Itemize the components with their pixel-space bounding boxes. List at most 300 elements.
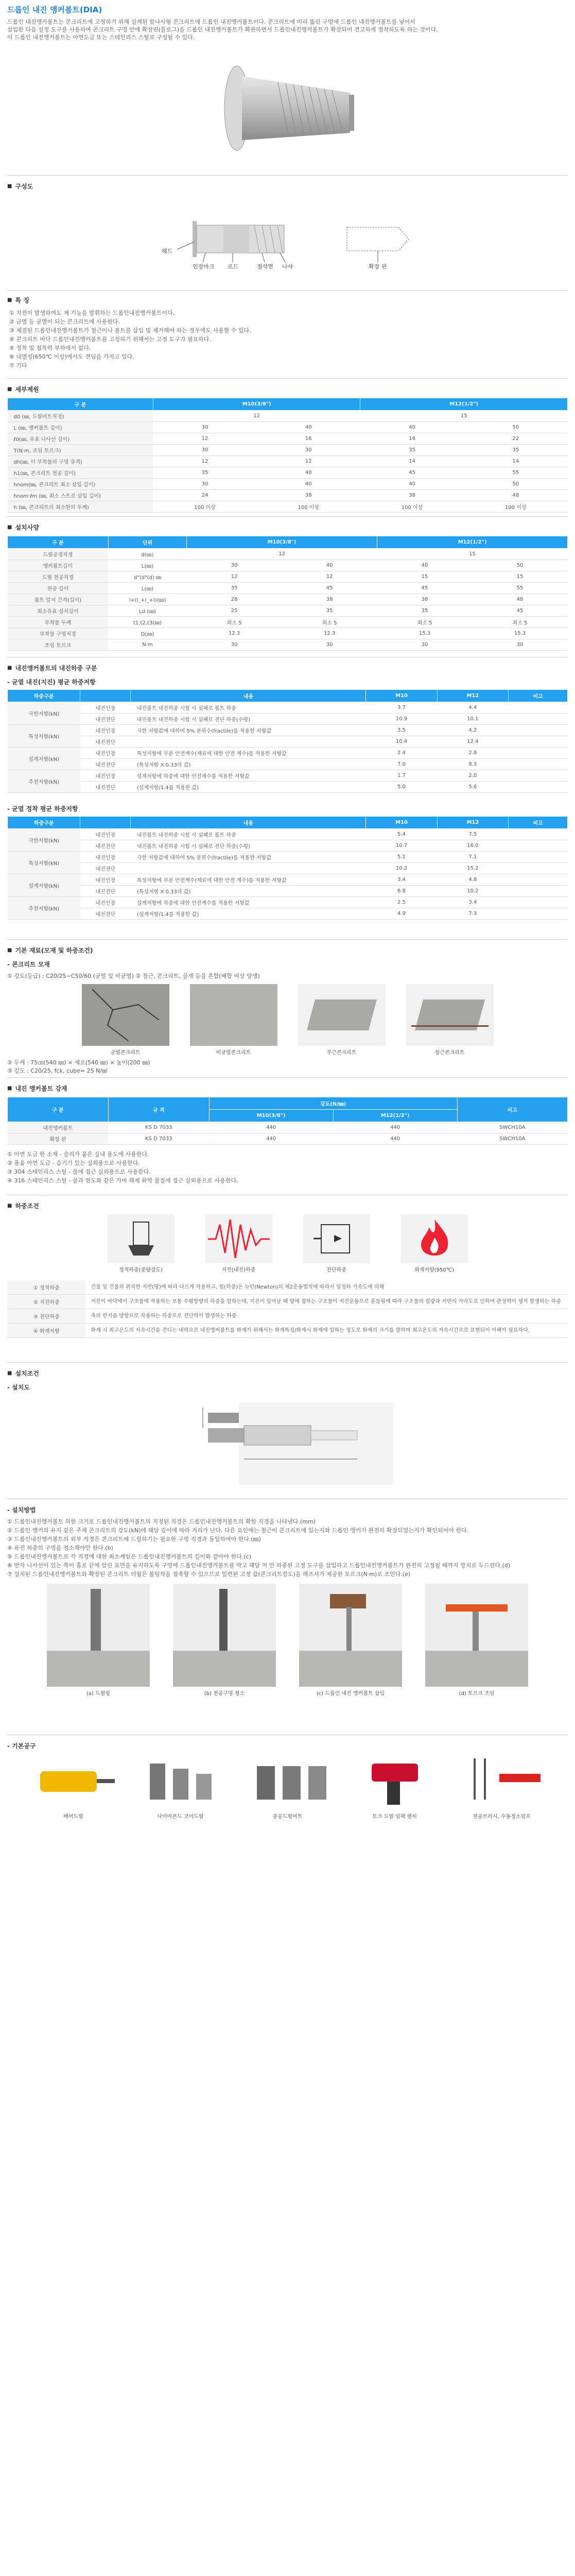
table-row (8, 829, 568, 840)
table-cell: 40 (257, 479, 360, 490)
bullet-icon: ■ (7, 524, 12, 530)
table-cell: 최소 5 (187, 617, 282, 628)
table-row (8, 583, 568, 594)
table-cell: 내진인장 (80, 852, 131, 863)
table-cell (509, 714, 568, 725)
table-cell: 4.8 (437, 874, 508, 886)
table-cell: 내진앵커볼트 (8, 1122, 109, 1133)
table-row (8, 886, 568, 897)
icon-caption: 전단하중 (326, 1267, 346, 1273)
table-cell: 38 (257, 490, 360, 501)
table-cell: 7.3 (437, 908, 508, 920)
table-cell: 15 (473, 571, 568, 583)
table-cell: 4.2 (437, 725, 508, 736)
step-caption: (d) 토르크 조임 (459, 1691, 495, 1697)
tool-brush-pump (458, 1753, 546, 1820)
table-row (7, 1295, 568, 1309)
section-title: 특 징 (15, 297, 29, 304)
table-cell: 추천저항(kN) (8, 770, 80, 793)
feature-item: ③ 체결된 드롭인내진앵커볼트가 철근이나 볼트를 삽입 및 제거해야 하는 경우에도 사용할 수 있다. (9, 327, 251, 334)
step-caption: (c) 드롭인 내진 앵커볼트 삽입 (316, 1691, 385, 1697)
tool-impact-wrench (351, 1753, 439, 1820)
table-cell: 3.4 (366, 874, 437, 886)
table-cell: 축의 반지름 방향으로 작용하는 하중으로 전단력이 발생하는 하중 (85, 1309, 568, 1324)
section-title: 설치조건 (15, 1370, 39, 1377)
table-cell (509, 840, 568, 852)
table-cell: 내진볼트 내진하중 시험 시 실패로 전단 하중(수평) (131, 840, 366, 852)
table-cell: 조임 토르크 (8, 639, 109, 651)
table-cell (509, 908, 568, 920)
table-cell: 15 (377, 571, 473, 583)
table-row (8, 433, 568, 445)
table-cell: 100 이상 (360, 501, 464, 513)
steel-note: ④ 316 스테인리스 스틸 - 물과 염도와 같은 가마 해제 화학 물질에 접근 실외용으로 사용한다. (7, 1177, 238, 1184)
label-expansion-pin: 확장 핀 (369, 263, 387, 270)
table-row (8, 571, 568, 583)
table-header: 내용 (131, 690, 366, 702)
table-cell: h (㎜, 콘크리트의 최소한의 두께) (8, 501, 153, 513)
method-step: ⑤ 드롭인내진앵커볼트로 각 직경에 대한 최소깨임은 드롭인내진앵커볼트의 길이와 같아야 한다.(c) (7, 1553, 251, 1560)
table-cell: 5.1 (366, 852, 437, 863)
table-cell: 내진전단 (80, 886, 131, 897)
table-row (8, 456, 568, 467)
table-cell: 부착물 두께 (8, 617, 109, 628)
table-cell: 30 (257, 445, 360, 456)
method-step: ⑦ 설치된 드롭인내진앵커볼트와 확장된 콘크리트 더월은 볼팅작을 접촉할 수 있으므로 일련된 고정 값(콘크리트강도)을 해프셔가 제공한 토르크(N·m)로 조인다.(e) (7, 1571, 411, 1578)
table-row (7, 1324, 568, 1338)
table-cell (509, 782, 568, 793)
table-cell: 100 이상 (153, 501, 256, 513)
table-header: 비고 (509, 817, 568, 829)
table-cell (131, 863, 366, 874)
table-header: 비고 (457, 1097, 567, 1122)
table-cell: hnom(㎜, 콘크리트 최소 삽입 깊이) (8, 479, 153, 490)
table-cell: 40 (360, 479, 464, 490)
tool-core-drill (137, 1753, 224, 1820)
icon-caption: 지진(내진)하중 (221, 1267, 256, 1273)
bullet-icon: ■ (7, 1370, 12, 1376)
table-cell: L(㎜) (108, 583, 186, 594)
table-cell: 40 (360, 422, 464, 433)
subsection-title: - 설치방법 (7, 1506, 36, 1514)
table-cell: 1.7 (366, 770, 437, 782)
table-cell: 30 (473, 639, 568, 651)
structure-diagram (100, 195, 563, 288)
table-row (8, 479, 568, 490)
table-cell: 최소 5 (282, 617, 377, 628)
table-row (7, 1280, 568, 1295)
table-cell (131, 736, 366, 748)
load-conditions-section (7, 1201, 568, 1362)
table-row (8, 549, 568, 560)
table-cell: 48 (473, 594, 568, 605)
table-row (8, 1133, 568, 1145)
table-header: 단위 (108, 536, 186, 549)
subsection-title: - 설치도 (7, 1384, 30, 1391)
table-cell: 내진전단 (80, 736, 131, 748)
base-material-section (7, 946, 568, 1077)
table-cell: 50 (473, 560, 568, 571)
table-cell: 부착물 구멍직경 (8, 628, 109, 639)
table-cell: 35 (187, 583, 282, 594)
table-cell: 50 (464, 479, 567, 490)
table-cell: 14 (464, 456, 567, 467)
structure-section (7, 182, 568, 290)
feature-item: ⑥ 내열성(650℃ 이상)에서도 견딤을 가지고 있다. (9, 353, 134, 360)
table-cell: 10.2 (366, 863, 437, 874)
table-cell: 10.7 (366, 840, 437, 852)
table-cell: ℓ0(㎜, 유효 나사산 길이) (8, 433, 153, 445)
table-cell: 12.3 (187, 628, 282, 639)
table-cell: 40 (282, 560, 377, 571)
label-head: 헤드 (162, 248, 173, 255)
specs-section (7, 385, 568, 516)
subsection-title: - 콘크리트 모재 (7, 961, 50, 968)
table-cell: 40 (257, 422, 360, 433)
table-header: M12 (437, 690, 508, 702)
table-cell: 30 (153, 445, 256, 456)
table-cell: 6.8 (366, 886, 437, 897)
table-header: M12 (437, 817, 508, 829)
feature-item: ⑦ 기타 (9, 362, 27, 369)
table-row (8, 594, 568, 605)
table-cell: 2.0 (437, 770, 508, 782)
table-row (8, 560, 568, 571)
table-cell: 38 (282, 594, 377, 605)
table-cell: 내진볼트 내진하중 시험 시 실패로 전단 하중(수평) (131, 714, 366, 725)
material-note: ① 강도(등급) : C20/25~C50/60 (균열 및 비균열) ② 철근, 콘크리트, 골재 등을 혼합(배합 비상 양생) (7, 973, 260, 979)
table-cell: 드릴공경직경 (8, 549, 109, 560)
table-cell: ③ 전단하중 (7, 1309, 85, 1324)
table-cell: 내진전단 (80, 840, 131, 852)
table-cell: dh(㎜, 이 부착물의 구멍 유격) (8, 456, 153, 467)
table-cell: 40 (377, 560, 473, 571)
table-cell: 15 (360, 411, 568, 422)
table-cell: 10.9 (366, 714, 437, 725)
seismic-load-section (7, 664, 568, 939)
table-cell: 건물 및 건물의 위치한 지반(땅)에 따라 다르게 작용하고, 힘(하중)은 뉴턴(Newton)의 제2운동법칙에 따라서 일정하 가속도에 의해 (85, 1280, 568, 1295)
table-cell: 30 (153, 479, 256, 490)
table-cell: 15.3 (473, 628, 568, 639)
table-cell: Ld (㎜) (108, 605, 186, 617)
table-cell: hnom·ℓm (㎜, 최소 스트로 삽입 길이) (8, 490, 153, 501)
table-row (8, 852, 568, 863)
table-cell: 14 (360, 456, 464, 467)
table-cell: 28 (187, 594, 282, 605)
tool-hollow-bit (244, 1753, 332, 1820)
install-method-section (7, 1505, 568, 1735)
tool-caption: 중공드릴비트 (272, 1814, 303, 1820)
table-cell: 내진인장 (80, 897, 131, 908)
table-cell: 30 (282, 639, 377, 651)
installation-diagram (151, 1397, 419, 1490)
shear-load-icon (303, 1214, 370, 1273)
table-cell: 내진전단 (80, 782, 131, 793)
feature-item: ② 균열 등 균열이 되는 콘크리트에 사용한다. (9, 318, 120, 325)
table-cell: 5.0 (366, 782, 437, 793)
table-header: 하중구분 (8, 690, 80, 702)
section-title: 설치사양 (15, 524, 39, 531)
table-cell: 16 (360, 433, 464, 445)
table-cell: 특성저항(kN) (8, 725, 80, 748)
table-header: 내용 (131, 817, 366, 829)
table-row (8, 840, 568, 852)
table-cell: 50 (464, 422, 567, 433)
table-cell: 지진이 바닥에서 구조물에 작용하는 보통 수평방향의 하중을 말하는데, 지진이 일어날 때 땅에 접하는 구조물이 지진운동으로 흔들림에 따라 구조물의 질량과 지반의 가속도로 인하여 관성력이 생겨 발생하는 하중 (85, 1295, 568, 1309)
table-row (8, 725, 568, 736)
steel-section (7, 1084, 568, 1195)
table-cell: 12 (187, 571, 282, 583)
feature-item: ④ 콘크리트 바닥 드롭인내진앵커볼트를 고정하기 위해서는 고정 도구가 필요하다. (9, 336, 211, 343)
table-cell: 10.4 (366, 736, 437, 748)
photo-uncracked-concrete (190, 984, 277, 1056)
table-row (8, 445, 568, 456)
static-load-icon (108, 1214, 175, 1273)
photo-caption: 무근콘크리트 (326, 1050, 357, 1056)
table-cell: 35 (360, 445, 464, 456)
table-cell: 3.5 (366, 725, 437, 736)
table-header (80, 690, 131, 702)
table-header: M12(1/2") (333, 1110, 457, 1122)
table-row (8, 714, 568, 725)
table-cell: 특성저항(kN) (8, 852, 80, 874)
table-cell: 내진인장 (80, 702, 131, 714)
table-cell: 극한 저항값에 대하여 5% 분위수(fractile)를 적용한 저항값 (131, 725, 366, 736)
table-cell: t1,t2,t3(㎜) (108, 617, 186, 628)
bullet-icon: ■ (7, 665, 12, 671)
feature-item: ① 지진이 발생하여도 제 기능을 발휘하는 드롭인내진앵커볼트이다. (9, 310, 175, 316)
bullet-icon: ■ (7, 1086, 12, 1091)
table-cell: 10.1 (437, 714, 508, 725)
table-cell: 16.0 (437, 840, 508, 852)
table-cell: SWCH10A (457, 1133, 567, 1145)
table-cell: 5.4 (366, 829, 437, 840)
step-cleaning-image (173, 1584, 276, 1697)
table-row (8, 467, 568, 479)
table-cell: 내진전단 (80, 759, 131, 770)
table-cell: 천공 깊이 (8, 583, 109, 594)
table-cell: N·m (108, 639, 186, 651)
table-row (8, 908, 568, 920)
table-cell: 22 (464, 433, 567, 445)
table-cell: 30 (187, 560, 282, 571)
material-note: ③ 강도 : C20/25, fck, cube= 25 N/㎟ (7, 1067, 108, 1074)
table-header: 구 분 (8, 398, 153, 411)
table-cell: ② 지진하중 (7, 1295, 85, 1309)
table-cell: 설계저항(kN) (8, 748, 80, 770)
bullet-icon: ■ (7, 1203, 12, 1209)
table-cell (509, 748, 568, 759)
steel-note: ② 용융 아연 도금 - 습기가 있는 실외용으로 사용한다. (7, 1160, 140, 1166)
table-cell: 7.5 (437, 829, 508, 840)
load-conditions-table (7, 1280, 568, 1338)
table-cell: 4.9 (366, 908, 437, 920)
table-cell: 7.0 (366, 759, 437, 770)
steel-note: ① 아연 도금 한 소재 - 슬리가 붙은 실내 용도에 사용한다. (7, 1151, 149, 1158)
table-cell: 35 (153, 467, 256, 479)
table-cell: 특성저항에 부분 안전계수(재료에 대한 안전 계수)를 적용한 저항값 (131, 874, 366, 886)
table-cell: (설계저항/1.4를 적용한 값) (131, 782, 366, 793)
table-cell: 15.2 (437, 863, 508, 874)
table-cell: 12 (153, 433, 256, 445)
table-header: M10(3/8") (187, 536, 377, 549)
feature-item: ⑤ 정착 및 접착력 부하에서 없다. (9, 345, 91, 351)
table-row (8, 759, 568, 770)
table-cell: 45 (377, 583, 473, 594)
table-cell: SWCH10A (457, 1122, 567, 1133)
table-cell: 2.8 (437, 748, 508, 759)
method-step: ③ 드롭인내진앵커볼트의 외부 직경은 콘크리트에 드릴하기는 필요한 구멍 직경과 동일하여야 한다.(㎜) (7, 1536, 261, 1543)
table-cell: 30 (187, 639, 282, 651)
section-title: 하중조건 (15, 1202, 39, 1210)
table-header: M12(1/2") (377, 536, 568, 549)
table-cell (509, 770, 568, 782)
photo-cracked-concrete (82, 984, 169, 1056)
table-cell: 100 이상 (257, 501, 360, 513)
table-cell (509, 852, 568, 863)
table-header: 구 분 (8, 1097, 109, 1122)
bullet-icon: ■ (7, 947, 12, 953)
table-cell: 38 (360, 490, 464, 501)
section-title: 내진앵커볼트의 내진하중 구분 (15, 665, 97, 672)
table-cell (509, 886, 568, 897)
photo-caption: 철근콘크리트 (434, 1050, 465, 1056)
table-cell: 12.4 (437, 736, 508, 748)
table-row (8, 628, 568, 639)
label-tension-mark: 인장마크 (193, 263, 215, 270)
table-header: 비고 (509, 690, 568, 702)
method-step: ② 드롭인 앵커의 유지 같은 주체 콘크리트의 강도(kN)에 해당 깊이에 따라 거리가 난다. 다른 요인에는 철근이 콘크리트에 있는지와 드롭인 앵커가 완전히 확장되었는지가 확인되어야 한다. (7, 1527, 469, 1534)
table-header: 강도(N/㎜) (209, 1097, 457, 1110)
table-cell: 440 (333, 1122, 457, 1133)
table-row (8, 874, 568, 886)
table-cell: 3.4 (437, 897, 508, 908)
table-cell: 내진인장 (80, 874, 131, 886)
table-cell (509, 759, 568, 770)
table-cell: 8.3 (437, 759, 508, 770)
icon-caption: 화재저항(950℃) (414, 1267, 454, 1273)
table-cell: 추천저항(kN) (8, 897, 80, 920)
table-header: M10 (366, 817, 437, 829)
product-hero-image (0, 41, 575, 175)
table-cell: 5.6 (437, 782, 508, 793)
table-cell: 4.4 (437, 702, 508, 714)
tools-section (7, 1741, 568, 1834)
table-cell: 45 (473, 605, 568, 617)
page-title: 드롭인 내진 앵커볼트(DIA) (7, 5, 102, 14)
icon-caption: 정적하중(중량감도) (118, 1267, 163, 1273)
table-cell: d0 (㎜, 드릴비트직경) (8, 411, 153, 422)
table-row (8, 411, 568, 422)
table-cell: 내진전단 (80, 714, 131, 725)
table-header: M10 (366, 690, 437, 702)
table-cell (509, 702, 568, 714)
table-cell: 440 (209, 1133, 333, 1145)
table-cell: 55 (473, 583, 568, 594)
table-cell: 최소 5 (377, 617, 473, 628)
table-row (8, 501, 568, 513)
step-caption: (b) 천공구멍 청소 (204, 1691, 245, 1697)
table-cell: 440 (209, 1122, 333, 1133)
cracked-load-table (7, 689, 568, 793)
table-cell: 10.2 (437, 886, 508, 897)
steel-table (7, 1097, 568, 1145)
table-row (8, 490, 568, 501)
table-cell: 25 (187, 605, 282, 617)
table-cell: 30 (377, 639, 473, 651)
table-cell: ① 정적하중 (7, 1280, 85, 1295)
table-cell: 16 (257, 433, 360, 445)
table-header: 구 분 (8, 536, 109, 549)
table-cell: 극한 저항값에 대하여 5% 분위수(fractile)를 적용한 저항값 (131, 852, 366, 863)
table-cell: 최소 5 (473, 617, 568, 628)
table-cell: 설계저항에 하중에 대한 안전계수를 적용한 저항값 (131, 770, 366, 782)
method-step: ⑥ 반자 나사선이 있는 쪽이 홀로 끝에 알린 표면을 유지하도록 구멍에 드롭인내진앵커볼트를 박고 해당 저 안 하중된 고정 도구를 삽입하고 드롭인내진앵커볼트가 완전히 고정될 때까지 망치로 두드린다.(d) (7, 1562, 511, 1569)
section-title: 세부제원 (15, 386, 39, 393)
table-cell: 특성저항에 부분 안전계수(재료에 대한 안전 계수)를 적용한 저항값 (131, 748, 366, 759)
table-cell: 30 (153, 422, 256, 433)
section-title: 구성도 (15, 183, 33, 190)
table-cell: 12 (153, 456, 256, 467)
table-cell: d(㎜) (108, 549, 186, 560)
intro-line: 드롭인 내진앵커볼트는 콘크리트에 고정하기 위해 설계된 암나사형 콘크리트에 드롭인 내진앵커볼트이다. 콘크리트에 미리 뚫린 구멍에 드롭인 내진앵커볼트를 넣어서 (7, 19, 415, 25)
table-cell: 드릴 천공직경 (8, 571, 109, 583)
table-cell: 내진볼트 내진하중 시험 시 실패로 볼트 하중 (131, 829, 366, 840)
subsection-title: - 기본공구 (7, 1742, 36, 1750)
table-row (8, 639, 568, 651)
table-cell: (특성저항 X 0.33의 값) (131, 759, 366, 770)
table-cell: 40 (257, 467, 360, 479)
table-cell: 35 (377, 605, 473, 617)
table-row (7, 1309, 568, 1324)
table-cell: KS D 7033 (108, 1122, 209, 1133)
table-row (8, 863, 568, 874)
table-row (8, 782, 568, 793)
table-header: M10(3/8") (209, 1110, 333, 1122)
table-cell: 2.5 (366, 897, 437, 908)
table-cell: 최소유효 설치깊이 (8, 605, 109, 617)
install-condition-section (7, 1369, 568, 1499)
table-cell: 설계저항(kN) (8, 874, 80, 897)
table-cell: 설계저항에 하중에 대한 안전계수를 적용한 저항값 (131, 897, 366, 908)
table-cell: 내진볼트 내진하중 시험 시 실패로 볼트 하중 (131, 702, 366, 714)
table-cell: KS D 7033 (108, 1133, 209, 1145)
table-cell: 내진전단 (80, 863, 131, 874)
method-step: ④ 유진 하중의 구멍을 청소해야만 한다.(b) (7, 1545, 113, 1551)
subsection-title: - 균열 정착 평균 하중저항 (7, 805, 78, 812)
table-row (8, 897, 568, 908)
table-cell: 55 (464, 467, 567, 479)
table-cell: 내진전단 (80, 908, 131, 920)
intro-line: 이 드롭인 내진앵커볼트는 아연도금 또는 스테인리스 스틸로 구성될 수 있다. (7, 34, 195, 41)
intro-line: 삽입한 다음 설정 도구를 사용하여 콘크리트 구멍 안에 확장핀(플로그)을 드롭인 내진앵커볼트가 확관하면서 드롭인내진앵커볼트가 확장되어 견고하게 정착하도록 하는 것이다. (7, 26, 438, 33)
table-cell: h1(㎜, 콘크리트 천공 깊이) (8, 467, 153, 479)
table-cell: 48 (464, 490, 567, 501)
table-cell: (설계저항/1.4를 적용한 값) (131, 908, 366, 920)
specs-table (7, 398, 568, 513)
table-cell: 확장 핀 (8, 1133, 109, 1145)
label-rod: 로드 (228, 263, 239, 270)
fire-resistance-icon (401, 1214, 468, 1273)
table-header (80, 817, 131, 829)
table-cell: 내진인장 (80, 748, 131, 759)
table-cell: 12 (187, 549, 377, 560)
bullet-icon: ■ (7, 297, 12, 303)
table-cell: ④ 화재저항 (7, 1324, 85, 1338)
section-title: 기본 재료(모재 및 하중조건) (15, 947, 93, 954)
intro-text (0, 18, 575, 41)
table-cell (509, 829, 568, 840)
